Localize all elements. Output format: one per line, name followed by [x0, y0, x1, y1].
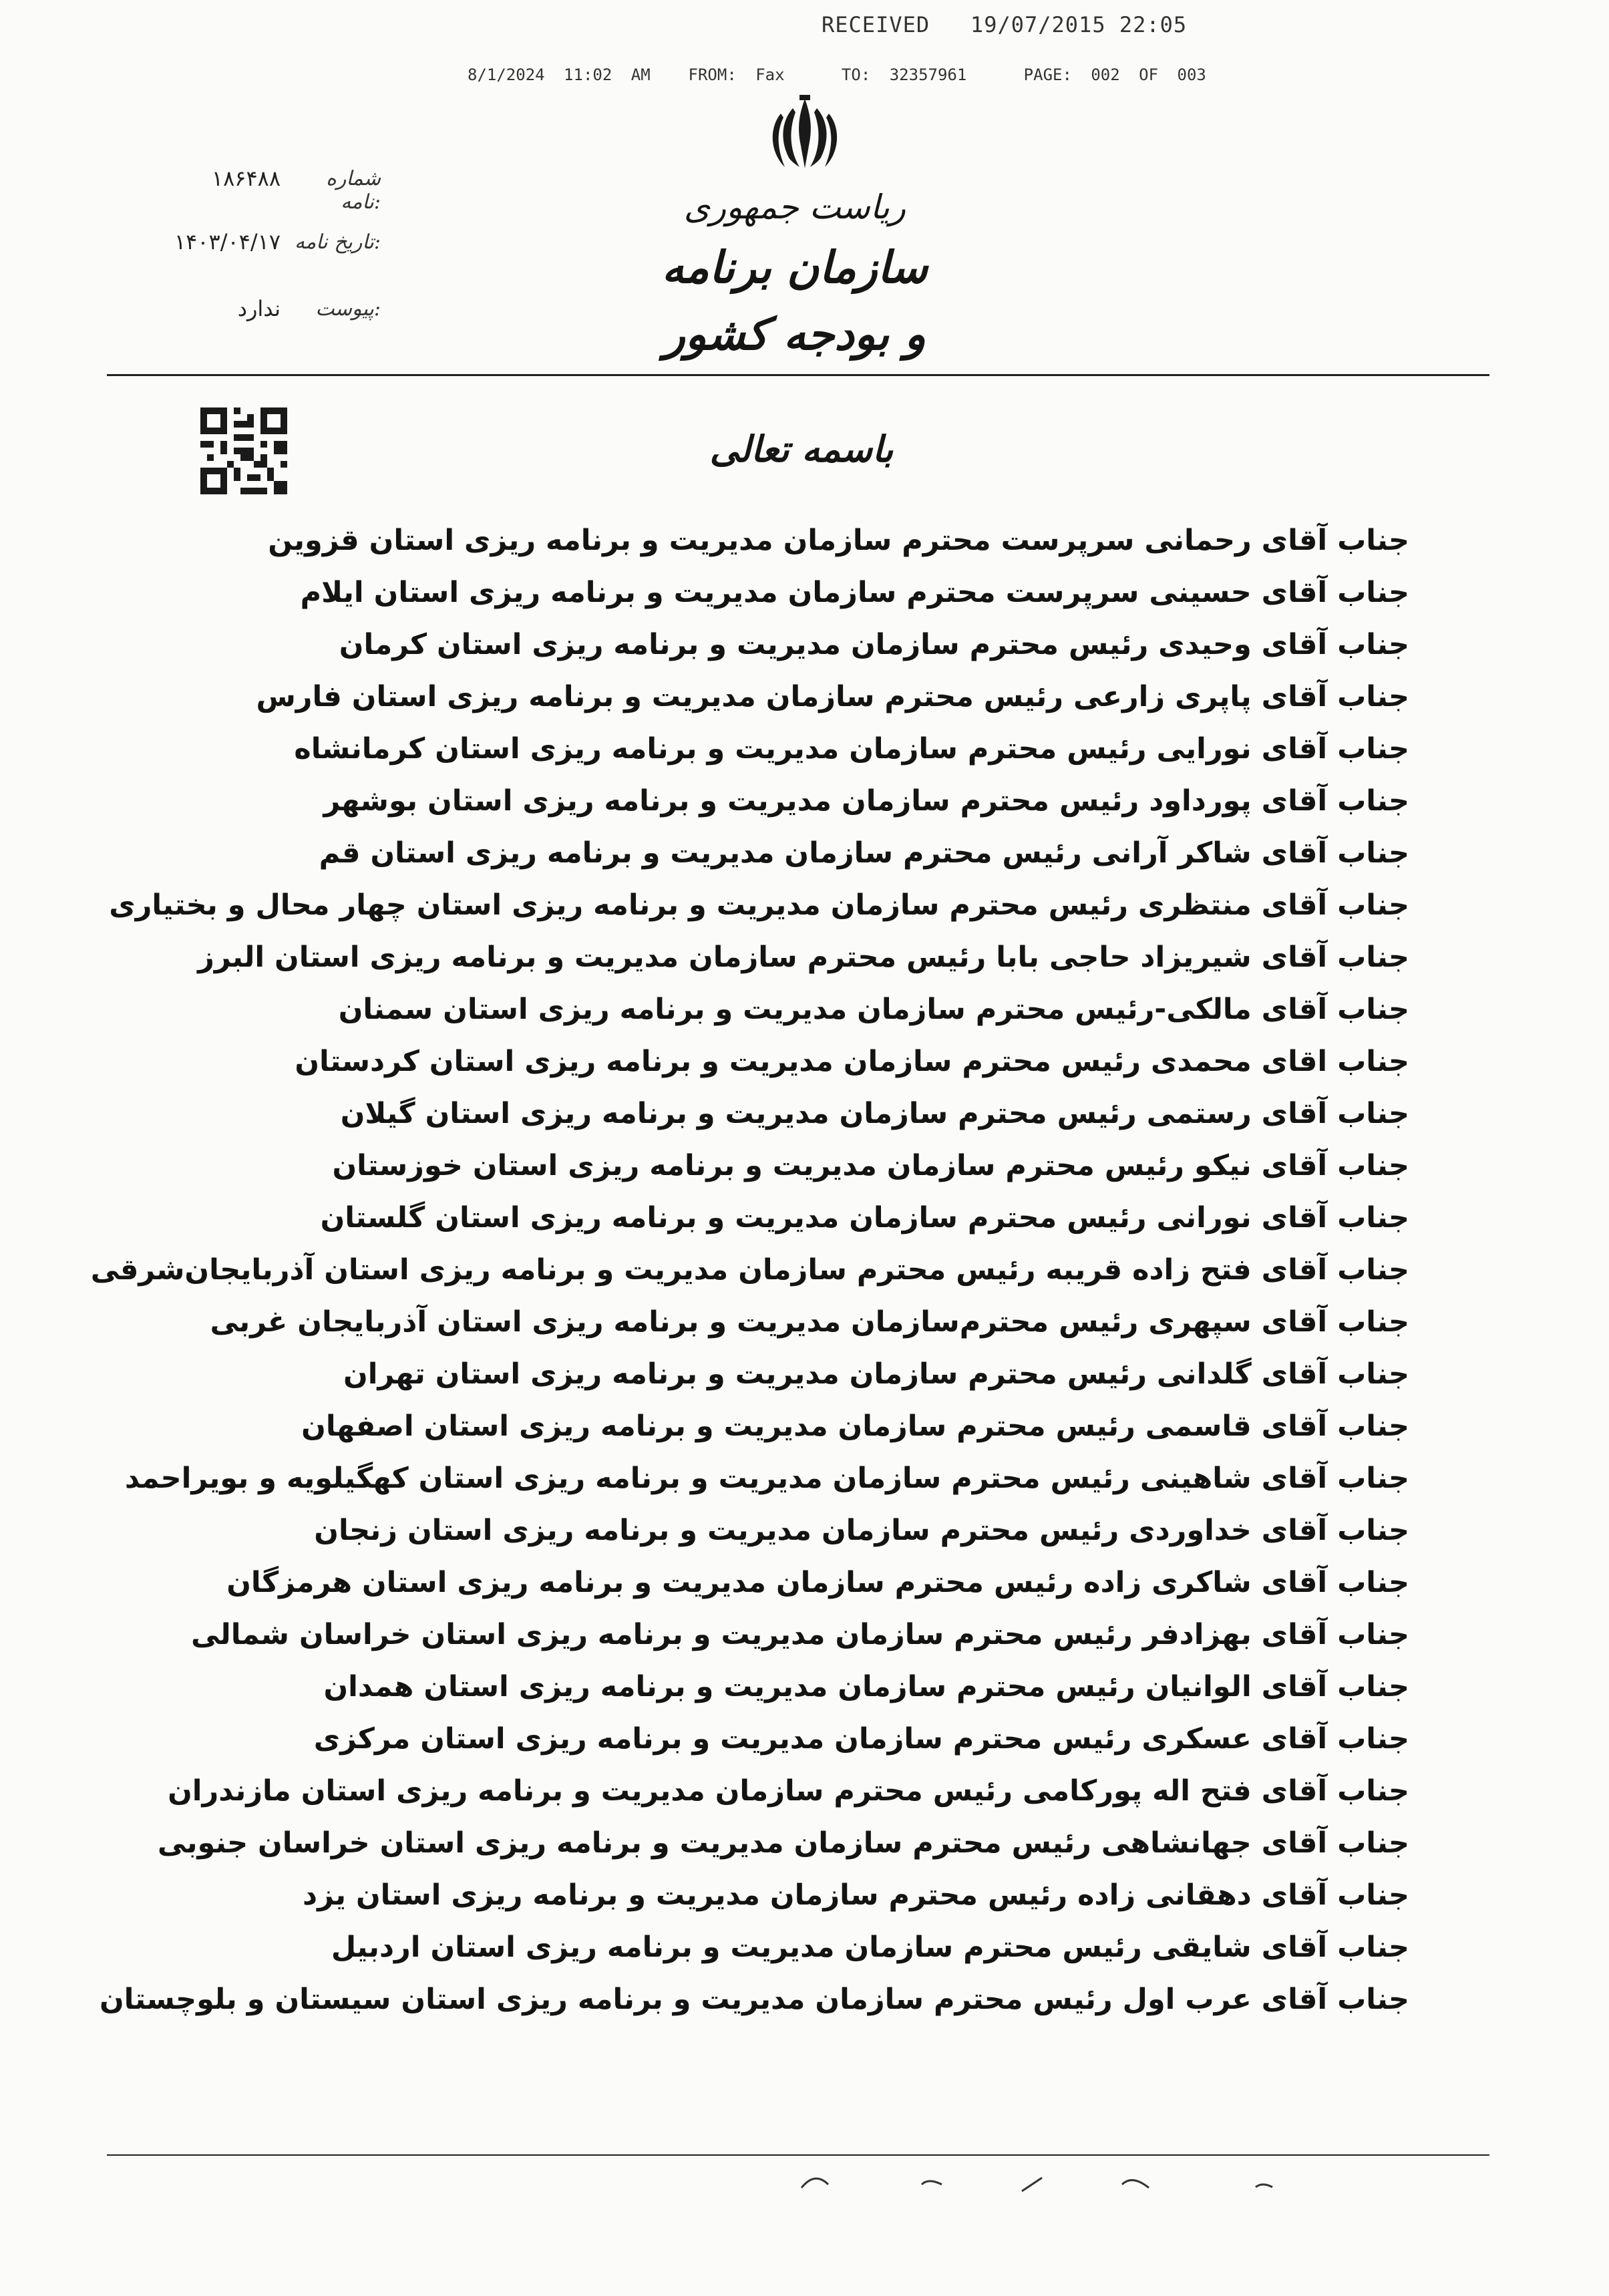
letter-number-label: شماره نامه: — [326, 167, 381, 214]
addressee-line: جناب آقای شیریزاد حاجی بابا رئیس محترم سازمان مدیریت و برنامه ریزی استان البرز — [198, 941, 1409, 974]
letter-date-value: ۱۴۰۳/۰۴/۱۷ — [174, 229, 281, 255]
addressee-line: جناب آقای قاسمی رئیس محترم سازمان مدیریت و برنامه ریزی استان اصفهان — [301, 1410, 1409, 1443]
addressee-list — [90, 514, 1409, 2025]
received-stamp: RECEIVED 19/07/2015 22:05 — [822, 12, 1188, 37]
addressee-line: جناب آقای دهقانی زاده رئیس محترم سازمان مدیریت و برنامه ریزی استان یزد — [303, 1878, 1409, 1912]
header-divider — [107, 374, 1489, 376]
invocation: باسمه تعالی — [709, 428, 894, 470]
addressee-line: جناب آقای شاکری زاده رئیس محترم سازمان مدیریت و برنامه ریزی استان هرمزگان — [226, 1566, 1409, 1599]
addressee-line: جناب آقای شاکر آرانی رئیس محترم سازمان مدیریت و برنامه ریزی استان قم — [319, 836, 1409, 870]
addressee-line: جناب آقای شاهینی رئیس محترم سازمان مدیریت و برنامه ریزی استان کهگیلویه و بویراحمد — [124, 1462, 1409, 1495]
addressee-line: جناب آقای حسینی سرپرست محترم سازمان مدیریت و برنامه ریزی استان ایلام — [300, 576, 1409, 609]
addressee-line: جناب آقای سپهری رئیس محترم‌سازمان مدیریت و برنامه ریزی استان آذربایجان غربی — [210, 1305, 1409, 1339]
addressee-line: جناب آقای جهانشاهی رئیس محترم سازمان مدیریت و برنامه ریزی استان خراسان جنوبی — [157, 1826, 1409, 1860]
footer-divider — [107, 2154, 1489, 2156]
addressee-line: جناب آقای نورانی رئیس محترم سازمان مدیریت و برنامه ریزی استان گلستان — [320, 1201, 1409, 1235]
addressee-line: جناب اقای محمدی رئیس محترم سازمان مدیریت و برنامه ریزی استان کردستان — [295, 1045, 1409, 1078]
addressee-line: جناب آقای عرب اول رئیس محترم سازمان مدیریت و برنامه ریزی استان سیستان و بلوچستان — [99, 1983, 1409, 2016]
attachment-label: پیوست: — [315, 297, 381, 321]
fax-transmission-line: 8/1/2024 11:02 AM FROM: Fax TO: 32357961 PAGE: 002 OF 003 — [468, 65, 1206, 84]
addressee-line: جناب آقای وحیدی رئیس محترم سازمان مدیریت و برنامه ریزی استان کرمان — [339, 628, 1409, 661]
addressee-line: جناب آقای فتح زاده قریبه رئیس محترم سازمان مدیریت و برنامه ریزی استان آذربایجان‌شرقی — [90, 1253, 1409, 1287]
addressee-line: جناب آقای پورداود رئیس محترم سازمان مدیریت و برنامه ریزی استان بوشهر — [323, 784, 1409, 818]
addressee-line: جناب آقای نیکو رئیس محترم سازمان مدیریت و برنامه ریزی استان خوزستان — [332, 1149, 1409, 1182]
addressee-line: جناب آقای پاپری زارعی رئیس محترم سازمان مدیریت و برنامه ریزی استان فارس — [256, 680, 1409, 713]
addressee-line: جناب آقای رحمانی سرپرست محترم سازمان مدیریت و برنامه ریزی استان قزوین — [268, 524, 1409, 557]
national-emblem-icon — [765, 94, 845, 177]
addressee-line: جناب آقای رستمی رئیس محترم سازمان مدیریت و برنامه ریزی استان گیلان — [340, 1097, 1409, 1130]
attachment-value: ندارد — [237, 296, 281, 321]
addressee-line: جناب آقای فتح اله پورکامی رئیس محترم سازمان مدیریت و برنامه ریزی استان مازندران — [168, 1774, 1409, 1808]
addressee-line: جناب آقای نورایی رئیس محترم سازمان مدیریت و برنامه ریزی استان کرمانشاه — [294, 732, 1409, 766]
addressee-line: جناب آقای منتظری رئیس محترم سازمان مدیریت و برنامه ریزی استان چهار محال و بختیاری — [109, 888, 1409, 922]
letterhead — [655, 180, 935, 367]
letterhead-presidency: ریاست جمهوری — [683, 188, 906, 226]
addressee-line: جناب آقای الوانیان رئیس محترم سازمان مدیریت و برنامه ریزی استان همدان — [323, 1670, 1409, 1703]
letter-number-value: ۱۸۶۴۸۸ — [211, 166, 281, 191]
addressee-line: جناب آقای گلدانی رئیس محترم سازمان مدیریت و برنامه ریزی استان تهران — [343, 1357, 1409, 1391]
handwritten-marks — [321, 2164, 1429, 2204]
addressee-line: جناب آقای بهزادفر رئیس محترم سازمان مدیریت و برنامه ریزی استان خراسان شمالی — [191, 1618, 1409, 1651]
addressee-line: جناب آقای شایقی رئیس محترم سازمان مدیریت و برنامه ریزی استان اردبیل — [331, 1931, 1409, 1964]
letter-date-label: تاریخ نامه: — [295, 230, 381, 254]
addressee-line: جناب آقای مالکی-رئیس محترم سازمان مدیریت و برنامه ریزی استان سمنان — [338, 993, 1409, 1026]
letterhead-organization: سازمان برنامه و بودجه کشور — [661, 241, 928, 360]
addressee-line: جناب آقای خداوردی رئیس محترم سازمان مدیریت و برنامه ریزی استان زنجان — [314, 1514, 1409, 1547]
qr-code-icon — [200, 407, 287, 494]
addressee-line: جناب آقای عسکری رئیس محترم سازمان مدیریت و برنامه ریزی استان مرکزی — [313, 1722, 1409, 1756]
